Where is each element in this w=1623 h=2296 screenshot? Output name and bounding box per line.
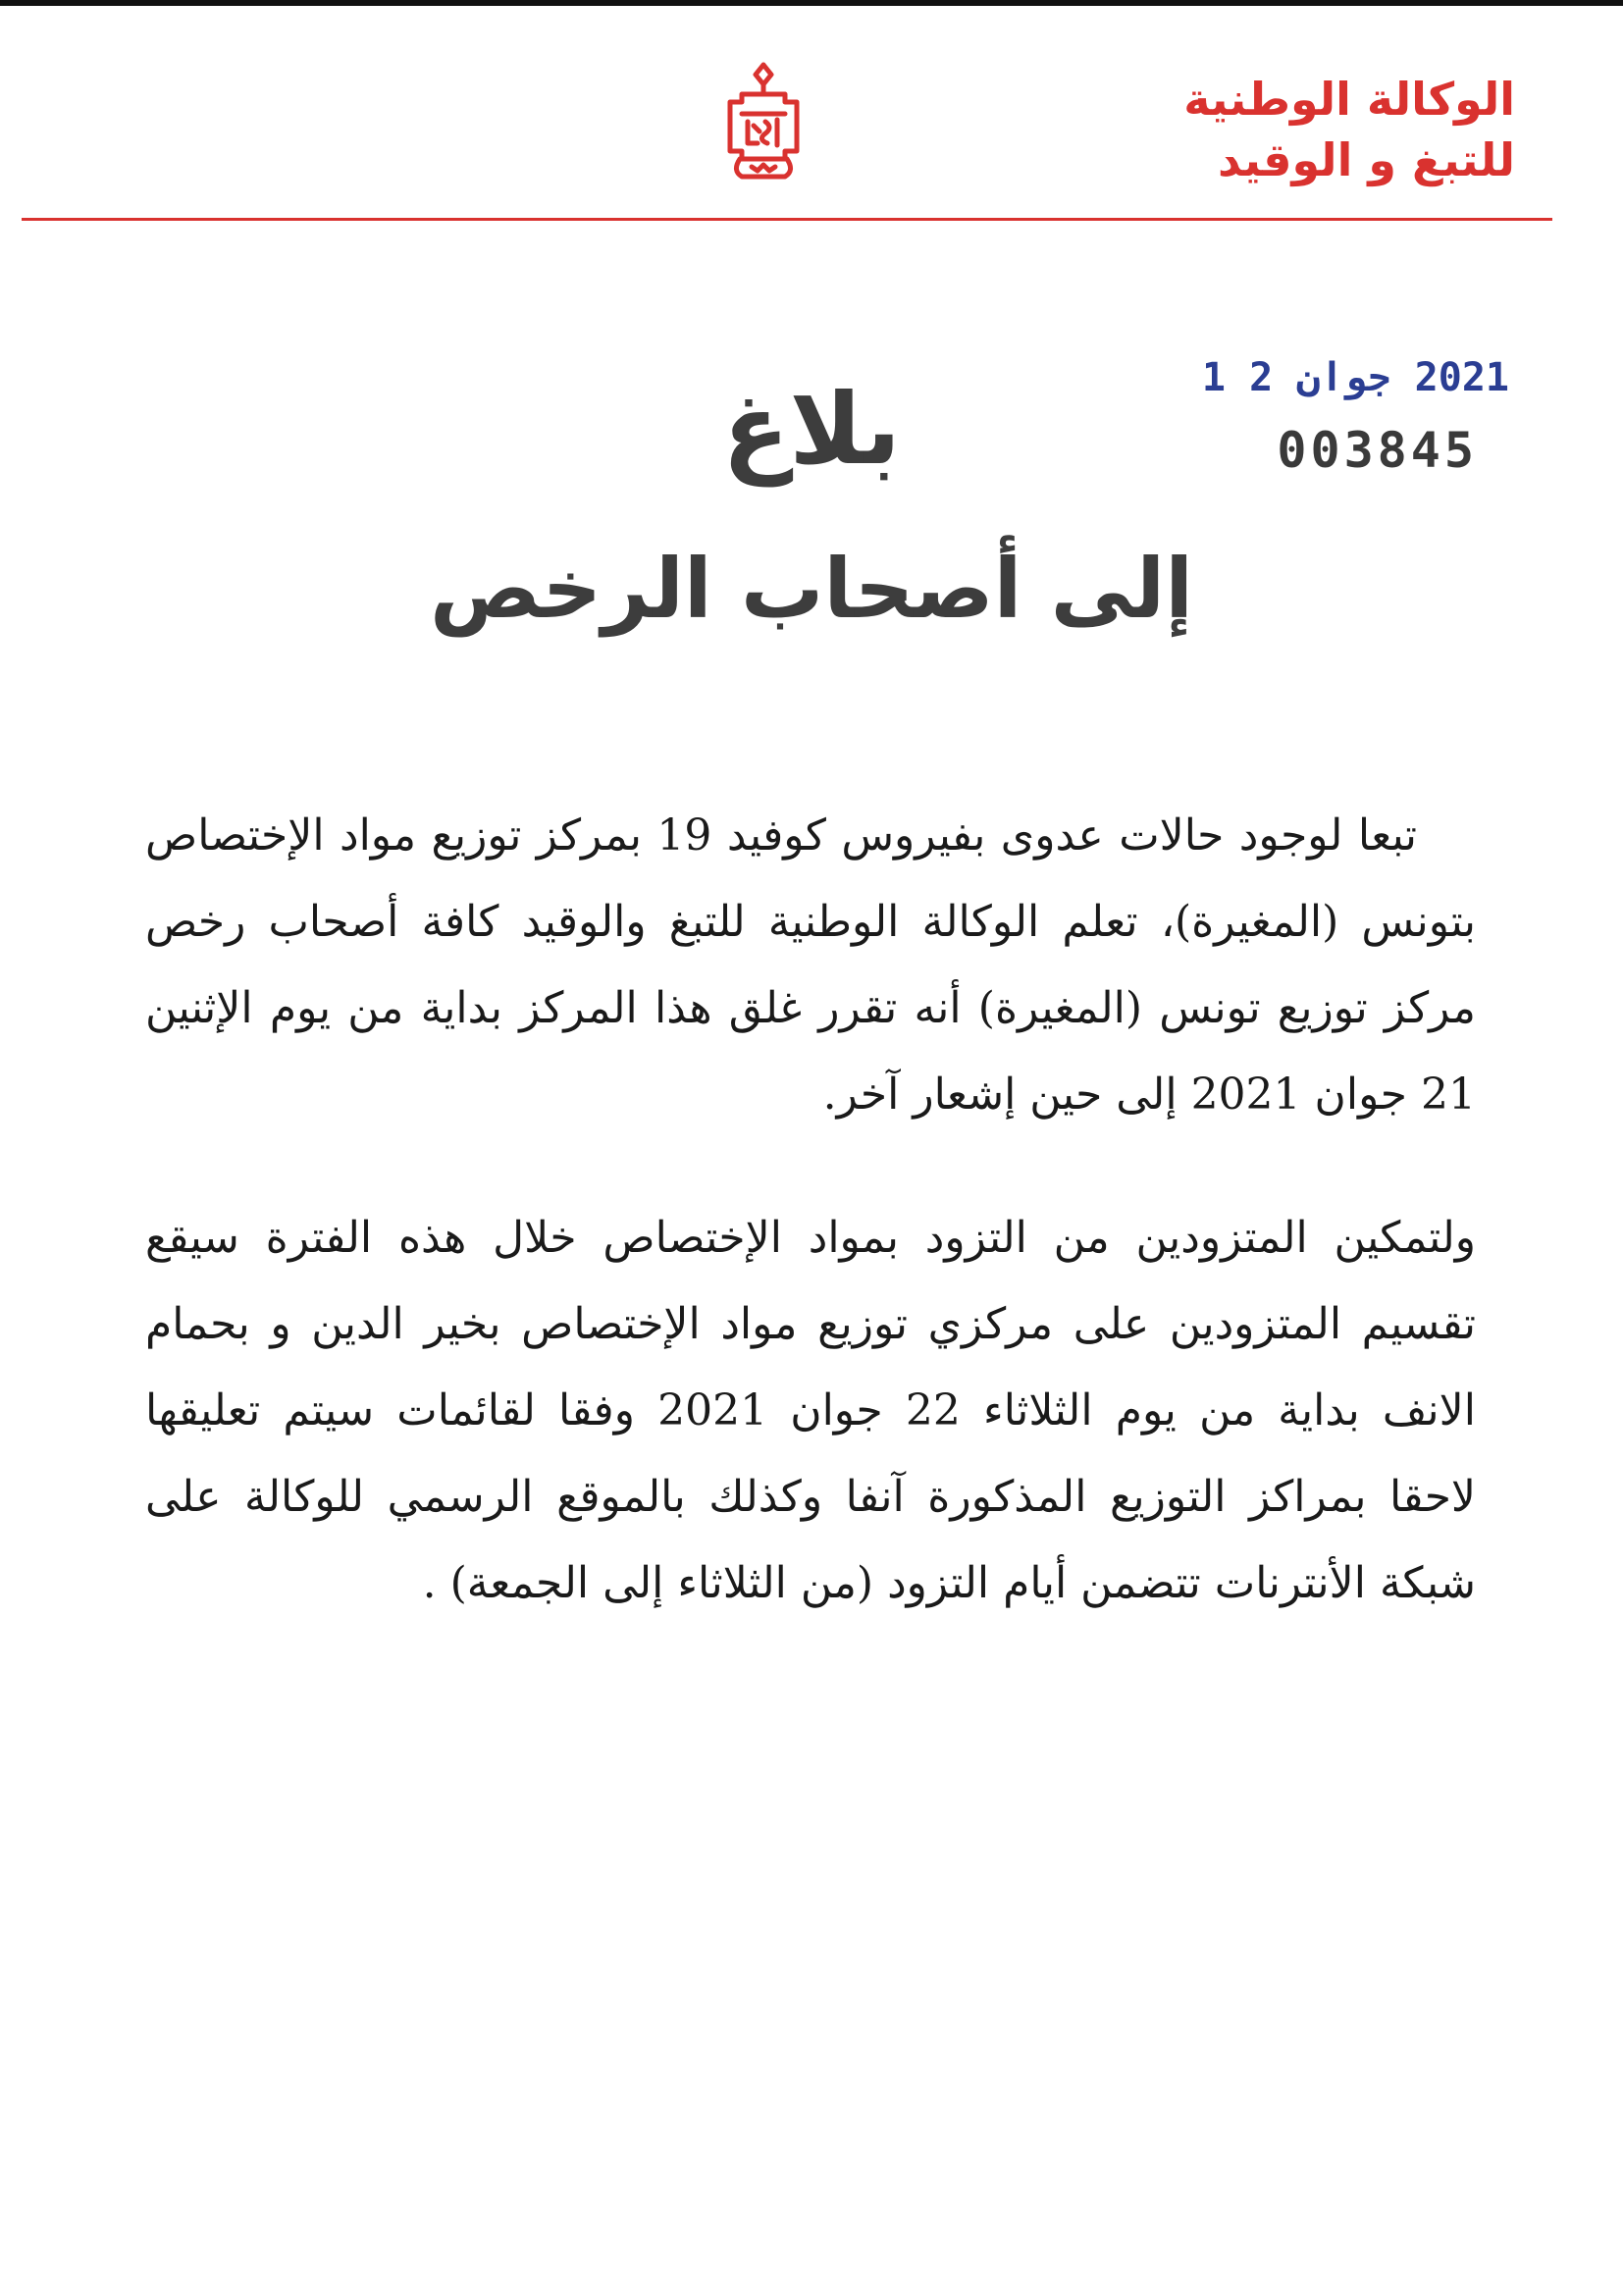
body-paragraph-2: ولتمكين المتزودين من التزود بمواد الإختصاص خلال هذه الفترة سيقع تقسيم المتزودين على مركزي توزيع مواد الإختصاص بخير الدين و بحمام الانف بداية من يوم الثلاثاء 22 جوان 2021 وفقا لقائمات سيتم تعليقها لاحقا بمراكز التوزيع المذكورة آنفا وكذلك بالموقع الرسمي للوكالة على شبكة الأنترنات تتضمن أيام التزود (من الثلاثاء إلى الجمعة) . [145,1213,1476,1608]
organization-name-line-2: للتبغ و الوقيد [1218,133,1515,186]
notice-subtitle: إلى أصحاب الرخص [430,541,1193,637]
organization-name [1162,69,1515,190]
notice-title: بلاغ [722,372,901,487]
calligraphic-emblem-icon [712,61,814,184]
organization-name-line-1: الوكالة الوطنية [1183,73,1515,126]
header-divider [22,218,1552,221]
body-paragraph-1: تبعا لوجود حالات عدوى بفيروس كوفيد 19 بمركز توزيع مواد الإختصاص بتونس (المغيرة)، تعلم الوكالة الوطنية للتبغ والوقيد كافة أصحاب رخص مركز توزيع تونس (المغيرة) أنه تقرر غلق هذا المركز بداية من يوم الإثنين 21 جوان 2021 إلى حين إشعار آخر. [145,810,1476,1120]
date-stamp: 2021 جوان 2 1 [1201,355,1509,400]
scan-edge [0,0,1623,6]
reference-number: 003845 [1277,422,1478,479]
